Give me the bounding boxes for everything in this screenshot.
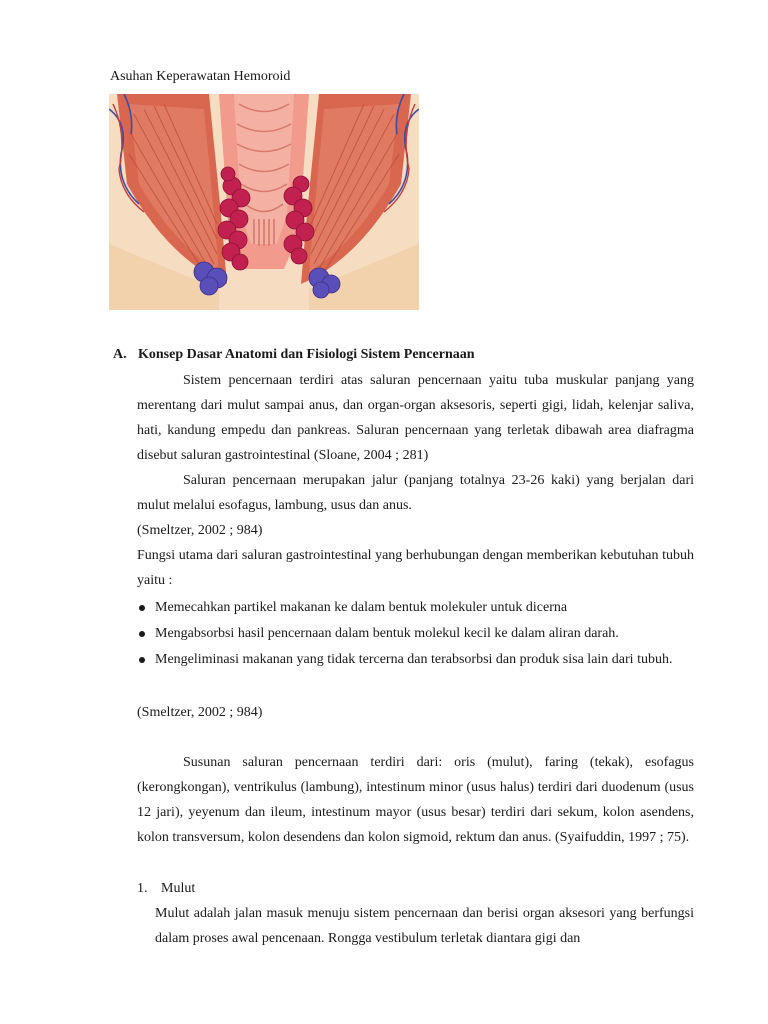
subsection-heading bbox=[137, 876, 195, 901]
subsection-title: Mulut bbox=[161, 881, 196, 896]
bullet-dot bbox=[139, 657, 145, 663]
document-title: Asuhan Keperawatan Hemoroid bbox=[110, 69, 291, 84]
section-number: A. bbox=[113, 347, 127, 362]
list-item: Mengeliminasi makanan yang tidak tercerna dan terabsorbsi dan produk sisa lain dari tubuh. bbox=[137, 647, 694, 673]
citation-1: (Smeltzer, 2002 ; 984) bbox=[137, 523, 263, 538]
subsection-number: 1. bbox=[137, 881, 148, 896]
list-item: Memecahkan partikel makanan ke dalam bentuk molekuler untuk dicerna bbox=[137, 595, 694, 621]
paragraph-5: Mulut adalah jalan masuk menuju sistem pencernaan dan berisi organ aksesori yang berfungsi dalam proses awal pencenaan. Rongga vestibulum terletak diantara gigi dan bbox=[155, 906, 694, 946]
bullet-list bbox=[137, 595, 694, 673]
citation-2: (Smeltzer, 2002 ; 984) bbox=[137, 705, 263, 720]
paragraph-1: Sistem pencernaan terdiri atas saluran pencernaan yaitu tuba muskular panjang yang merentang dari mulut sampai anus, dan organ-organ aksesoris, seperti gigi, lidah, kelenjar saliva, hati, kandung empedu dan pankreas. Saluran pencernaan yang terletak dibawah area diafragma disebut saluran gastrointestinal (Sloane, 2004 ; 281) bbox=[137, 373, 694, 463]
list-item: Mengabsorbsi hasil pencernaan dalam bentuk molekul kecil ke dalam aliran darah. bbox=[137, 621, 694, 647]
paragraph-3: Fungsi utama dari saluran gastrointestinal yang berhubungan dengan memberikan kebutuhan tubuh yaitu : bbox=[137, 548, 694, 588]
section-heading bbox=[113, 346, 475, 364]
paragraph-4: Susunan saluran pencernaan terdiri dari: oris (mulut), faring (tekak), esofagus (kerongkongan), ventrikulus (lambung), intestinum minor (usus halus) terdiri dari duodenum (usus 12 jari), yeyenum dan ileum, intestinum mayor (usus besar) terdiri dari sekum, kolon asendens, kolon transversum, kolon desendens dan kolon sigmoid, rektum dan anus. (Syaifuddin, 1997 ; 75). bbox=[137, 755, 694, 845]
section-title: Konsep Dasar Anatomi dan Fisiologi Sistem Pencernaan bbox=[138, 347, 475, 362]
hemorrhoid-anatomy-illustration bbox=[109, 94, 419, 310]
bullet-dot bbox=[139, 631, 145, 637]
paragraph-2: Saluran pencernaan merupakan jalur (panjang totalnya 23-26 kaki) yang berjalan dari mulut melalui esofagus, lambung, usus dan anus. bbox=[137, 473, 694, 513]
bullet-dot bbox=[139, 605, 145, 611]
